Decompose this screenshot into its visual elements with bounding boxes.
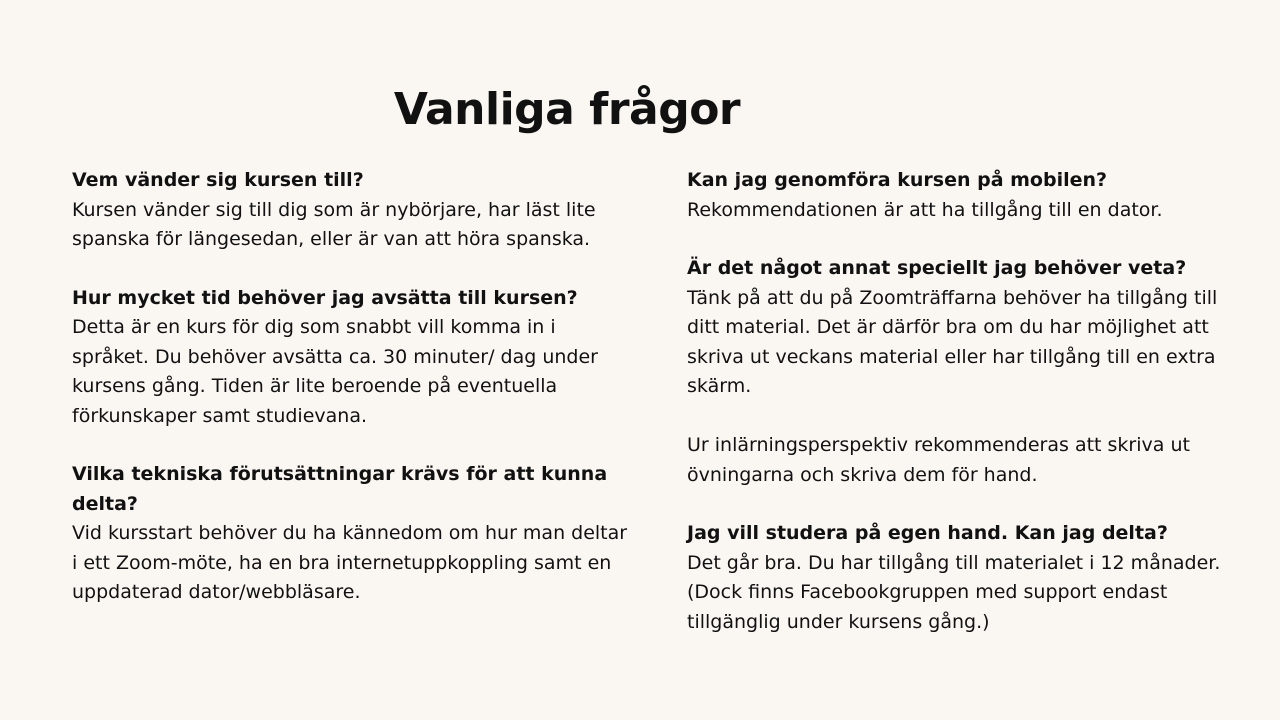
faq-answer-extra: Ur inlärningsperspektiv rekommenderas att skriva ut övningarna och skriva dem för hand. [687,434,1190,486]
faq-question: Är det något annat speciellt jag behöver veta? [687,257,1187,279]
faq-item-self-study [687,519,1237,637]
faq-answer: Kursen vänder sig till dig som är nybörjare, har läst lite spanska för längesedan, eller är van att höra spanska. [72,198,596,250]
faq-column-right [687,166,1237,666]
faq-item-mobile [687,166,1237,225]
faq-answer: Vid kursstart behöver du ha kännedom om hur man deltar i ett Zoom-möte, ha en bra internetuppkoppling samt en uppdaterad dator/webbläsare. [72,522,628,603]
faq-item-target-audience [72,166,632,255]
faq-question: Jag vill studera på egen hand. Kan jag delta? [687,522,1168,544]
faq-item-time-required [72,284,632,432]
faq-question: Vilka tekniska förutsättningar krävs för att kunna delta? [72,463,608,515]
faq-answer: Rekommendationen är att ha tillgång till en dator. [687,198,1163,221]
page-title: Vanliga frågor [393,84,741,135]
faq-item-technical-requirements [72,460,632,608]
faq-answer: Tänk på att du på Zoomträffarna behöver ha tillgång till ditt material. Det är därför bra om du har möjlighet att skriva ut veckans material eller har tillgång till en extra skärm. [687,286,1218,397]
faq-column-left [72,166,632,637]
faq-answer: Detta är en kurs för dig som snabbt vill komma in i språket. Du behöver avsätta ca. 30 minuter/ dag under kursens gång. Tiden är lite beroende på eventuella förkunskaper samt studievana. [72,316,598,427]
faq-question: Kan jag genomföra kursen på mobilen? [687,169,1108,191]
faq-answer: Det går bra. Du har tillgång till materialet i 12 månader. (Dock finns Facebookgruppen med support endast tillgänglig under kursens gång.) [687,551,1221,633]
faq-question: Hur mycket tid behöver jag avsätta till kursen? [72,286,578,309]
faq-item-other-info [687,254,1237,490]
faq-question: Vem vänder sig kursen till? [72,169,364,191]
